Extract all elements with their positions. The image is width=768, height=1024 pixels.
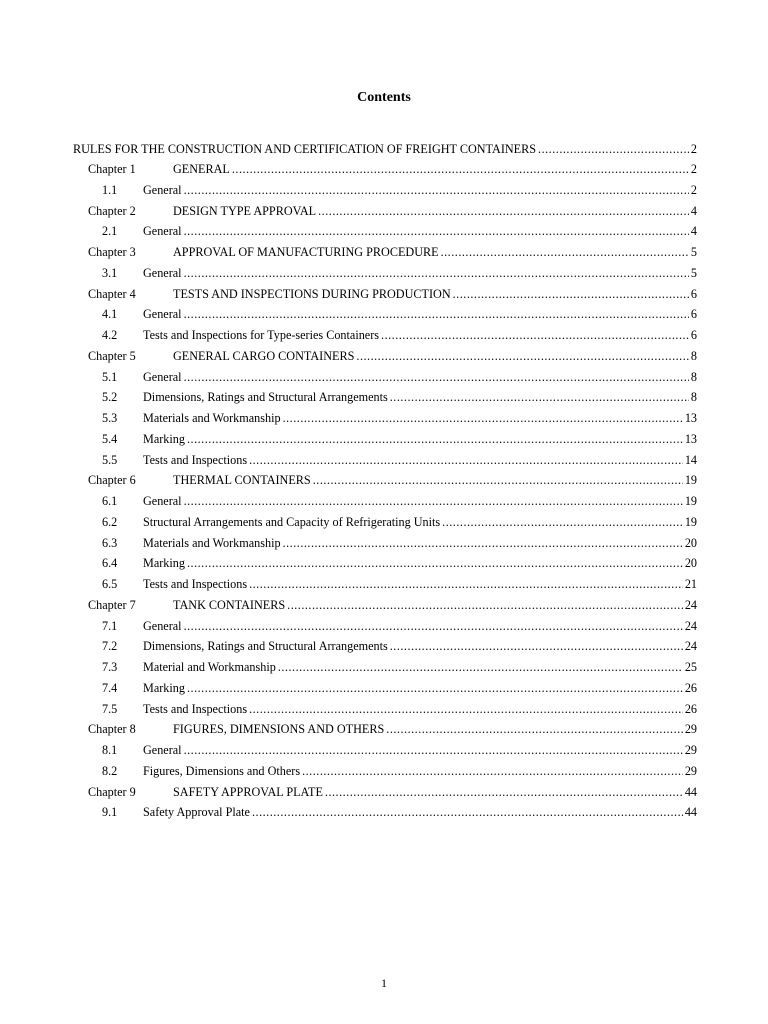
table-of-contents (73, 142, 697, 826)
toc-section-entry[interactable] (73, 432, 697, 453)
toc-entry-page: 26 (684, 680, 697, 695)
dot-leader (278, 660, 683, 675)
toc-entry-label: Dimensions, Ratings and Structural Arrangements (143, 390, 388, 405)
toc-section-entry[interactable] (73, 639, 697, 660)
toc-chapter-entry[interactable] (73, 785, 697, 806)
toc-entry-label: SAFETY APPROVAL PLATE (173, 784, 323, 799)
dot-leader (453, 287, 689, 302)
toc-section-entry[interactable] (73, 307, 697, 328)
toc-entry-label: APPROVAL OF MANUFACTURING PROCEDURE (173, 245, 439, 259)
toc-chapter-entry[interactable] (73, 349, 697, 370)
toc-entry-label: General (143, 494, 182, 508)
dot-leader (441, 245, 689, 260)
toc-entry-page: 6 (690, 328, 697, 342)
toc-section-entry[interactable] (73, 328, 697, 349)
toc-section-entry[interactable] (73, 183, 697, 204)
toc-entry-number: 8.1 (102, 743, 118, 757)
toc-entry-list (73, 162, 697, 826)
toc-entry-page: 2 (690, 142, 697, 156)
toc-entry-number: 8.2 (102, 763, 118, 778)
toc-entry-label: TESTS AND INSPECTIONS DURING PRODUCTION (173, 286, 451, 301)
dot-leader (287, 598, 683, 613)
toc-entry-number: 6.4 (102, 556, 118, 571)
toc-entry-label: GENERAL CARGO CONTAINERS (173, 348, 355, 363)
toc-entry-page: 29 (684, 743, 697, 757)
toc-entry-number: 6.3 (102, 535, 118, 550)
toc-section-entry[interactable] (73, 494, 697, 515)
dot-leader (283, 411, 683, 426)
toc-entry-page: 5 (690, 245, 697, 259)
dot-leader (184, 307, 689, 322)
toc-entry-number: 5.2 (102, 390, 118, 405)
toc-section-entry[interactable] (73, 764, 697, 785)
toc-entry-number: 4.2 (102, 328, 118, 342)
toc-entry-number: Chapter 7 (88, 597, 136, 612)
toc-entry-label: General (143, 743, 182, 757)
toc-entry-label: General (143, 224, 182, 239)
toc-section-entry[interactable] (73, 266, 697, 287)
dot-leader (184, 370, 689, 385)
toc-entry-label: Tests and Inspections (143, 577, 248, 591)
toc-section-entry[interactable] (73, 370, 697, 391)
toc-entry-label: Marking (143, 556, 185, 571)
toc-entry-page: 26 (684, 701, 697, 716)
toc-chapter-entry[interactable] (73, 287, 697, 308)
toc-entry-page: 24 (684, 618, 697, 633)
toc-chapter-entry[interactable] (73, 204, 697, 225)
toc-entry-label: RULES FOR THE CONSTRUCTION AND CERTIFICATION OF FREIGHT CONTAINERS (73, 142, 537, 156)
toc-entry-page: 4 (690, 203, 697, 218)
toc-entry-label: Marking (143, 431, 185, 446)
toc-entry-page: 24 (684, 597, 697, 612)
toc-entry-page: 2 (690, 162, 697, 176)
toc-section-entry[interactable] (73, 619, 697, 640)
toc-entry-page: 19 (684, 494, 697, 508)
toc-entry-page: 8 (690, 348, 697, 363)
toc-entry-number: Chapter 6 (88, 473, 136, 488)
toc-entry-label: FIGURES, DIMENSIONS AND OTHERS (173, 722, 385, 737)
dot-leader (184, 183, 689, 198)
toc-section-entry[interactable] (73, 453, 697, 474)
toc-entry-page: 21 (684, 577, 697, 591)
dot-leader (184, 224, 689, 239)
toc-entry-label: TANK CONTAINERS (173, 597, 286, 612)
toc-entry-number: 7.2 (102, 639, 118, 654)
toc-entry-page: 20 (684, 556, 697, 571)
dot-leader (187, 556, 683, 571)
dot-leader (249, 702, 683, 717)
toc-entry-number: Chapter 2 (88, 203, 136, 218)
toc-entry-page: 5 (690, 265, 697, 280)
toc-section-entry[interactable] (73, 411, 697, 432)
toc-entry-label: Material and Workmanship (143, 660, 276, 674)
toc-entry-number: 6.5 (102, 577, 118, 591)
toc-entry-label: General (143, 265, 182, 280)
toc-entry-page: 13 (684, 431, 697, 446)
toc-entry-page: 19 (684, 514, 697, 529)
toc-chapter-entry[interactable] (73, 473, 697, 494)
page-title: Contents (357, 90, 411, 105)
toc-entry-page: 4 (690, 224, 697, 239)
toc-chapter-entry[interactable] (73, 722, 697, 743)
toc-section-entry[interactable] (73, 556, 697, 577)
toc-entry-number: Chapter 4 (88, 286, 136, 301)
dot-leader (187, 681, 683, 696)
toc-section-entry[interactable] (73, 224, 697, 245)
dot-leader (249, 453, 683, 468)
dot-leader (381, 328, 689, 343)
toc-entry-label: Materials and Workmanship (143, 411, 281, 425)
dot-leader (325, 785, 683, 800)
toc-entry-number: 7.5 (102, 701, 118, 716)
page-number: 1 (381, 976, 387, 990)
toc-section-entry[interactable] (73, 702, 697, 723)
dot-leader (232, 162, 689, 177)
dot-leader (302, 764, 683, 779)
dot-leader (187, 432, 683, 447)
toc-entry-page: 24 (684, 639, 697, 654)
toc-entry-number: Chapter 3 (88, 245, 136, 259)
toc-chapter-entry[interactable] (73, 598, 697, 619)
toc-entry-number: 5.1 (102, 369, 118, 384)
toc-entry-page: 19 (684, 473, 697, 488)
toc-entry-label: General (143, 369, 182, 384)
dot-leader (184, 494, 683, 509)
toc-entry-number: 5.5 (102, 452, 118, 467)
toc-entry-number: 5.4 (102, 431, 118, 446)
toc-entry-label: Structural Arrangements and Capacity of Refrigerating Units (143, 514, 441, 529)
toc-entry-number: 9.1 (102, 805, 118, 820)
toc-entry-label: GENERAL (173, 162, 230, 176)
toc-entry-label: General (143, 182, 182, 197)
toc-entry-number: 6.2 (102, 514, 118, 529)
toc-section-entry[interactable] (73, 390, 697, 411)
toc-entry-number: Chapter 9 (88, 784, 136, 799)
toc-entry-page: 29 (684, 763, 697, 778)
toc-entry-page: 13 (684, 411, 697, 425)
toc-entry-number: Chapter 8 (88, 722, 136, 737)
dot-leader (313, 473, 683, 488)
toc-entry-label: Figures, Dimensions and Others (143, 763, 301, 778)
toc-entry-label: Safety Approval Plate (143, 805, 250, 820)
toc-section-entry[interactable] (73, 805, 697, 826)
dot-leader (390, 390, 689, 405)
toc-entry-number: 7.1 (102, 618, 118, 633)
dot-leader (249, 577, 683, 592)
toc-entry-page: 14 (684, 452, 697, 467)
dot-leader (538, 142, 689, 157)
toc-entry-page: 29 (684, 722, 697, 737)
toc-entry-page: 8 (690, 369, 697, 384)
toc-section-entry[interactable] (73, 515, 697, 536)
toc-section-entry[interactable] (73, 660, 697, 681)
toc-entry-page: 20 (684, 535, 697, 550)
dot-leader (442, 515, 683, 530)
toc-entry-label: Tests and Inspections (143, 701, 248, 716)
toc-section-entry[interactable] (73, 681, 697, 702)
dot-leader (283, 536, 683, 551)
toc-entry-number: 2.1 (102, 224, 118, 239)
toc-entry-number: 5.3 (102, 411, 118, 425)
toc-chapter-entry[interactable] (73, 245, 697, 266)
toc-entry-label: THERMAL CONTAINERS (173, 473, 311, 488)
toc-entry-page: 44 (684, 805, 697, 820)
dot-leader (356, 349, 689, 364)
toc-entry-number: Chapter 1 (88, 162, 136, 176)
toc-entry-number: 1.1 (102, 182, 118, 197)
toc-entry-number: 4.1 (102, 307, 118, 322)
toc-entry-label: DESIGN TYPE APPROVAL (173, 203, 317, 218)
toc-entry-number: 7.3 (102, 660, 118, 674)
toc-entry-label: Marking (143, 680, 185, 695)
toc-entry-page: 44 (684, 784, 697, 799)
toc-main-entry[interactable] (73, 142, 697, 162)
toc-entry-label: Dimensions, Ratings and Structural Arrangements (143, 639, 388, 654)
dot-leader (184, 743, 683, 758)
toc-entry-number: 3.1 (102, 265, 118, 280)
toc-entry-number: Chapter 5 (88, 348, 136, 363)
dot-leader (184, 266, 689, 281)
dot-leader (184, 619, 683, 634)
toc-entry-label: General (143, 618, 182, 633)
dot-leader (386, 722, 683, 737)
toc-entry-number: 6.1 (102, 494, 118, 508)
toc-entry-page: 6 (690, 286, 697, 301)
dot-leader (252, 805, 683, 820)
toc-section-entry[interactable] (73, 577, 697, 598)
toc-entry-label: Materials and Workmanship (143, 535, 281, 550)
toc-entry-page: 2 (690, 182, 697, 197)
toc-entry-label: Tests and Inspections for Type-series Containers (143, 328, 380, 342)
toc-entry-page: 6 (690, 307, 697, 322)
toc-section-entry[interactable] (73, 743, 697, 764)
dot-leader (318, 204, 689, 219)
toc-entry-page: 8 (690, 390, 697, 405)
toc-entry-label: General (143, 307, 182, 322)
dot-leader (390, 639, 683, 654)
toc-entry-label: Tests and Inspections (143, 452, 248, 467)
toc-entry-page: 25 (684, 660, 697, 674)
toc-section-entry[interactable] (73, 536, 697, 557)
toc-chapter-entry[interactable] (73, 162, 697, 183)
toc-entry-number: 7.4 (102, 680, 118, 695)
